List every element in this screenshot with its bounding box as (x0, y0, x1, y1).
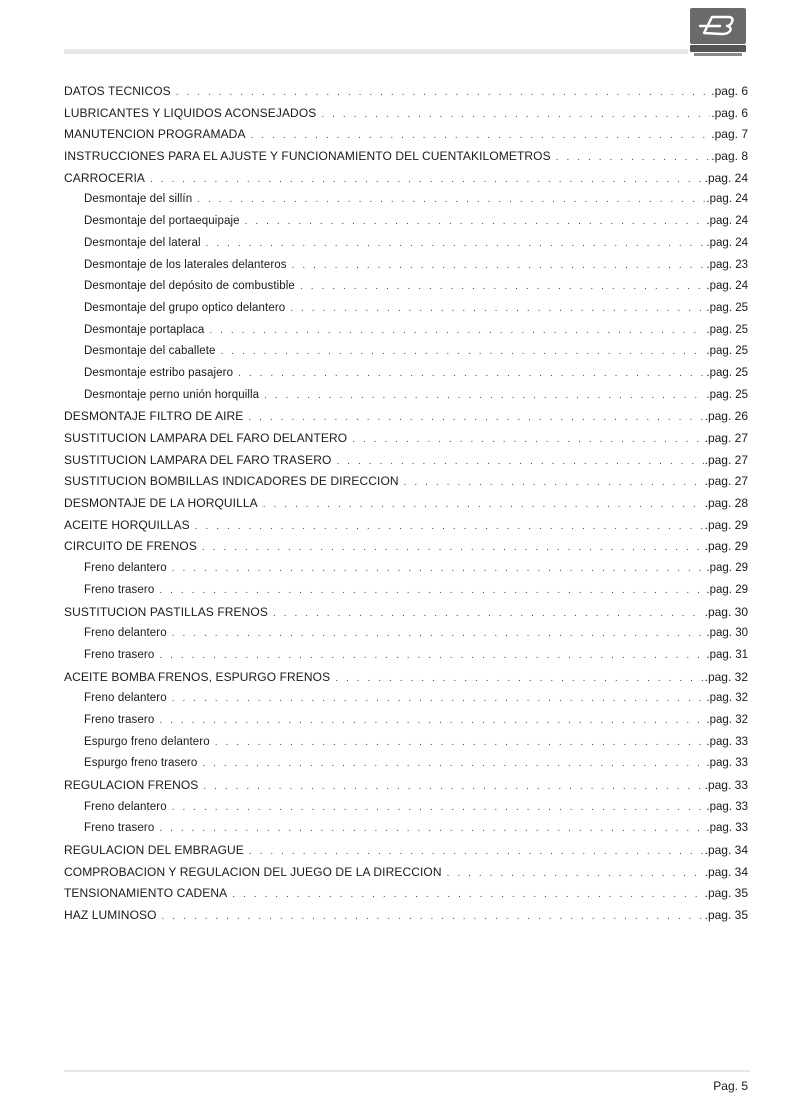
toc-entry-page: .pag. 25 (706, 366, 748, 379)
toc-entry-page: .pag. 35 (704, 908, 748, 923)
toc-leader-dots (162, 906, 704, 927)
toc-entry-page: .pag. 32 (704, 669, 748, 684)
toc-entry-page: .pag. 24 (706, 280, 748, 293)
toc-entry-title: Desmontaje del caballete (84, 345, 216, 358)
toc-entry-title: SUSTITUCION LAMPARA DEL FARO TRASERO (64, 452, 332, 467)
toc-entry[interactable] (64, 471, 748, 493)
footer-rule (64, 1070, 750, 1072)
toc-entry-page: .pag. 30 (704, 604, 748, 619)
toc-subentry[interactable] (64, 797, 748, 819)
toc-subentry[interactable] (64, 233, 748, 255)
toc-subentry[interactable] (64, 710, 748, 732)
toc-leader-dots (292, 255, 706, 277)
toc-entry-page: .pag. 27 (704, 452, 748, 467)
toc-leader-dots (336, 451, 703, 472)
toc-entry-title: Desmontaje estribo pasajero (84, 366, 234, 379)
toc-leader-dots (202, 753, 705, 775)
toc-entry-title: Desmontaje de los laterales delanteros (84, 258, 287, 271)
toc-entry-title: Espurgo freno delantero (84, 735, 210, 748)
toc-entry[interactable] (64, 862, 748, 884)
logo-url-mark (694, 53, 742, 56)
toc-entry-page: .pag. 29 (704, 539, 748, 554)
toc-subentry[interactable] (64, 341, 748, 363)
toc-entry[interactable] (64, 883, 748, 905)
toc-entry[interactable] (64, 840, 748, 862)
brand-logo (690, 8, 746, 56)
toc-entry-title: Desmontaje portaplaca (84, 323, 205, 336)
toc-entry-title: CIRCUITO DE FRENOS (64, 539, 197, 554)
toc-entry-page: .pag. 34 (704, 864, 748, 879)
toc-entry-page: .pag. 7 (711, 127, 748, 142)
toc-entry[interactable] (64, 450, 748, 472)
toc-entry[interactable] (64, 493, 748, 515)
toc-subentry[interactable] (64, 189, 748, 211)
toc-entry[interactable] (64, 536, 748, 558)
toc-entry-title: Desmontaje del depósito de combustible (84, 280, 295, 293)
toc-entry-title: Desmontaje del grupo optico delantero (84, 301, 286, 314)
toc-leader-dots (206, 233, 706, 255)
toc-leader-dots (404, 472, 704, 493)
toc-entry-title: MANUTENCION PROGRAMADA (64, 127, 246, 142)
toc-entry[interactable] (64, 602, 748, 624)
toc-leader-dots (321, 104, 710, 125)
toc-entry[interactable] (64, 146, 748, 168)
toc-entry-title: Freno trasero (84, 713, 155, 726)
toc-entry-title: SUSTITUCION PASTILLAS FRENOS (64, 604, 268, 619)
toc-leader-dots (172, 623, 706, 645)
toc-entry[interactable] (64, 775, 748, 797)
toc-subentry[interactable] (64, 385, 748, 407)
toc-entry-title: Freno trasero (84, 822, 155, 835)
toc-entry-page: .pag. 29 (706, 583, 748, 596)
toc-leader-dots (251, 125, 711, 146)
toc-entry[interactable] (64, 428, 748, 450)
toc-subentry[interactable] (64, 688, 748, 710)
toc-leader-dots (172, 797, 706, 819)
toc-entry-page: .pag. 33 (706, 757, 748, 770)
toc-entry-page: .pag. 27 (704, 431, 748, 445)
toc-entry-page: .pag. 33 (704, 778, 748, 792)
toc-leader-dots (263, 494, 704, 515)
toc-subentry[interactable] (64, 276, 748, 298)
toc-leader-dots (221, 341, 706, 363)
page-number: Pag. 5 (713, 1079, 748, 1093)
toc-leader-dots (159, 710, 705, 732)
toc-entry-page: .pag. 35 (704, 886, 748, 901)
toc-entry-title: HAZ LUMINOSO (64, 908, 157, 923)
toc-entry-title: Freno delantero (84, 800, 167, 813)
toc-subentry[interactable] (64, 623, 748, 645)
toc-entry-title: TENSIONAMIENTO CADENA (64, 886, 228, 901)
toc-leader-dots (447, 863, 704, 884)
toc-entry-page: .pag. 33 (706, 800, 748, 813)
toc-entry-page: .pag. 32 (706, 713, 748, 726)
toc-entry-page: .pag. 6 (711, 105, 748, 120)
toc-entry-title: CARROCERIA (64, 170, 146, 185)
toc-subentry[interactable] (64, 732, 748, 754)
toc-entry-title: Desmontaje perno unión horquilla (84, 388, 260, 401)
toc-entry[interactable] (64, 124, 748, 146)
toc-leader-dots (264, 385, 705, 407)
toc-subentry[interactable] (64, 753, 748, 775)
toc-subentry[interactable] (64, 255, 748, 277)
table-of-contents (64, 81, 748, 927)
toc-entry-page: .pag. 24 (706, 193, 748, 206)
toc-entry-title: REGULACION DEL EMBRAGUE (64, 843, 244, 858)
toc-entry-page: .pag. 25 (706, 301, 748, 314)
logo-brand-mark (690, 45, 746, 52)
toc-leader-dots (245, 211, 706, 233)
toc-entry-page: .pag. 25 (706, 323, 748, 336)
toc-leader-dots (556, 147, 711, 168)
toc-subentry[interactable] (64, 211, 748, 233)
toc-entry-title: Desmontaje del lateral (84, 236, 201, 249)
toc-entry[interactable] (64, 905, 748, 927)
toc-entry-title: ACEITE HORQUILLAS (64, 517, 190, 532)
toc-entry[interactable] (64, 406, 748, 428)
toc-leader-dots (273, 603, 704, 624)
toc-leader-dots (352, 429, 703, 450)
toc-entry-page: .pag. 6 (711, 84, 748, 98)
toc-subentry[interactable] (64, 580, 748, 602)
toc-entry[interactable] (64, 103, 748, 125)
toc-entry-page: .pag. 28 (704, 496, 748, 511)
toc-entry-page: .pag. 23 (706, 258, 748, 271)
toc-entry-title: SUSTITUCION BOMBILLAS INDICADORES DE DIRECCION (64, 474, 399, 489)
toc-entry-title: INSTRUCCIONES PARA EL AJUSTE Y FUNCIONAMIENTO DEL CUENTAKILOMETROS (64, 149, 551, 164)
toc-entry[interactable] (64, 81, 748, 103)
toc-leader-dots (335, 668, 703, 689)
toc-leader-dots (172, 558, 706, 580)
toc-leader-dots (209, 320, 705, 342)
toc-subentry[interactable] (64, 363, 748, 385)
toc-leader-dots (238, 363, 705, 385)
toc-entry[interactable] (64, 168, 748, 190)
toc-entry-page: .pag. 29 (704, 517, 748, 532)
toc-entry-title: SUSTITUCION LAMPARA DEL FARO DELANTERO (64, 431, 348, 445)
toc-entry-title: Freno trasero (84, 648, 155, 661)
toc-entry-page: .pag. 25 (706, 345, 748, 358)
toc-entry-page: .pag. 8 (711, 149, 748, 164)
toc-leader-dots (176, 82, 711, 103)
toc-entry-page: .pag. 32 (706, 692, 748, 705)
toc-entry-page: .pag. 24 (704, 170, 748, 185)
toc-entry-title: LUBRICANTES Y LIQUIDOS ACONSEJADOS (64, 105, 317, 120)
toc-entry-title: DESMONTAJE DE LA HORQUILLA (64, 496, 258, 511)
toc-leader-dots (248, 407, 703, 428)
toc-entry-page: .pag. 30 (706, 627, 748, 640)
toc-entry[interactable] (64, 667, 748, 689)
toc-entry-title: Desmontaje del portaequipaje (84, 215, 240, 228)
toc-entry[interactable] (64, 515, 748, 537)
toc-entry-page: .pag. 25 (706, 388, 748, 401)
toc-entry-title: Desmontaje del sillín (84, 193, 193, 206)
header-rule (64, 49, 688, 54)
toc-leader-dots (215, 732, 706, 754)
toc-entry-page: .pag. 27 (704, 474, 748, 489)
toc-leader-dots (290, 298, 705, 320)
logo-emblem-icon (690, 8, 746, 44)
toc-entry-page: .pag. 33 (706, 735, 748, 748)
toc-entry-title: COMPROBACION Y REGULACION DEL JUEGO DE LA DIRECCION (64, 864, 442, 879)
toc-leader-dots (249, 841, 704, 862)
toc-entry-page: .pag. 26 (704, 409, 748, 424)
toc-leader-dots (203, 776, 703, 797)
toc-subentry[interactable] (64, 645, 748, 667)
toc-entry-title: Freno delantero (84, 692, 167, 705)
toc-leader-dots (150, 169, 704, 190)
toc-subentry[interactable] (64, 818, 748, 840)
toc-leader-dots (197, 189, 705, 211)
toc-entry-title: DATOS TECNICOS (64, 84, 171, 98)
toc-subentry[interactable] (64, 298, 748, 320)
toc-entry-title: REGULACION FRENOS (64, 778, 199, 792)
toc-leader-dots (232, 884, 703, 905)
toc-entry-page: .pag. 29 (706, 562, 748, 575)
toc-leader-dots (172, 688, 706, 710)
toc-entry-page: .pag. 24 (706, 236, 748, 249)
toc-leader-dots (159, 818, 705, 840)
toc-leader-dots (202, 537, 704, 558)
toc-leader-dots (159, 580, 705, 602)
toc-entry-title: Freno delantero (84, 627, 167, 640)
toc-entry-title: Espurgo freno trasero (84, 757, 198, 770)
toc-subentry[interactable] (64, 320, 748, 342)
toc-entry-title: Freno trasero (84, 583, 155, 596)
toc-entry-page: .pag. 34 (704, 843, 748, 858)
toc-entry-page: .pag. 31 (706, 648, 748, 661)
toc-entry-title: Freno delantero (84, 562, 167, 575)
toc-leader-dots (159, 645, 705, 667)
toc-entry-page: .pag. 33 (706, 822, 748, 835)
toc-entry-page: .pag. 24 (706, 215, 748, 228)
toc-subentry[interactable] (64, 558, 748, 580)
toc-leader-dots (300, 276, 705, 298)
toc-leader-dots (195, 516, 704, 537)
toc-entry-title: ACEITE BOMBA FRENOS, ESPURGO FRENOS (64, 669, 331, 684)
toc-entry-title: DESMONTAJE FILTRO DE AIRE (64, 409, 244, 424)
